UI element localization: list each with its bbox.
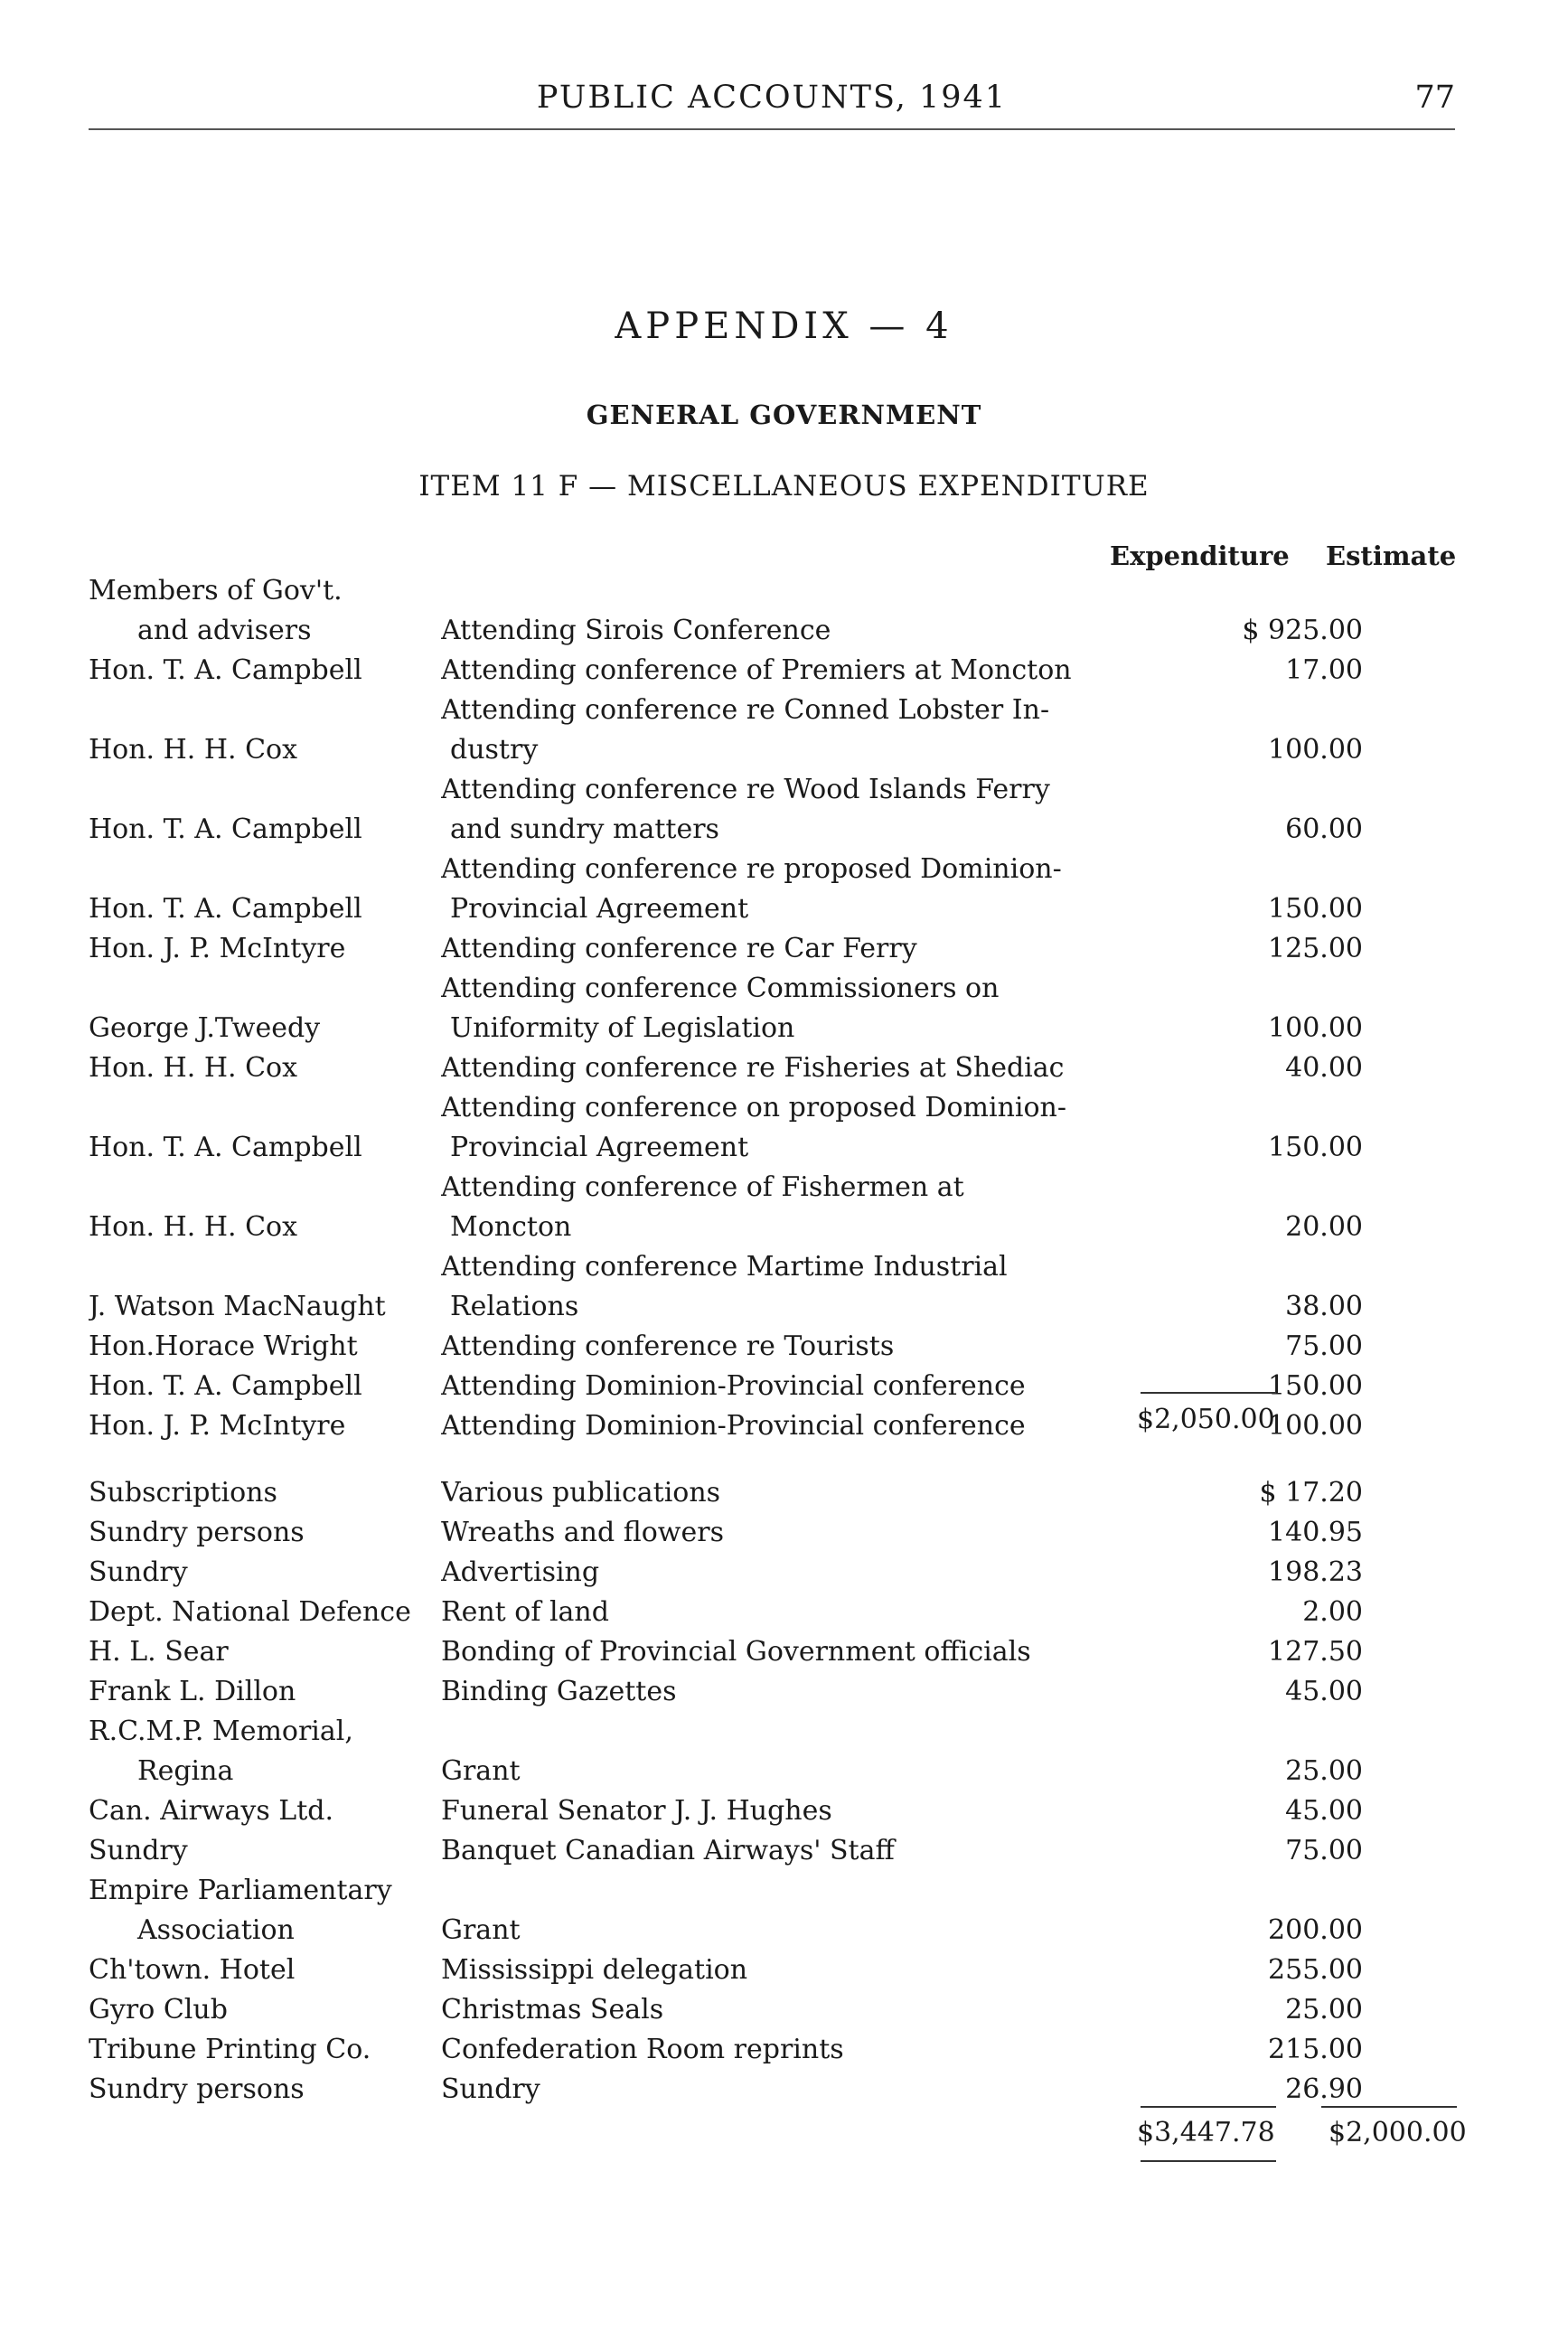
- purpose-text: Sundry: [441, 2073, 540, 2105]
- payee-text: Hon. T. A. Campbell: [89, 654, 362, 686]
- table-row: [89, 2070, 1480, 2110]
- payee-text: Association: [137, 1914, 295, 1946]
- purpose-text: Various publications: [441, 1477, 721, 1509]
- purpose-cell: [441, 1513, 1211, 1553]
- purpose-cell: [441, 1406, 1211, 1446]
- amount-cell: 100.00: [1268, 734, 1363, 766]
- amount-cell: 25.00: [1285, 1994, 1363, 2026]
- payee-text: Hon. H. H. Cox: [89, 1211, 298, 1243]
- table-row: [89, 1168, 1480, 1247]
- purpose-cell: [441, 1990, 1211, 2030]
- purpose-cell: [441, 1367, 1211, 1406]
- payee-cell: [89, 1128, 430, 1168]
- purpose-text: Wreaths and flowers: [441, 1517, 724, 1548]
- payee-cell: [89, 571, 430, 651]
- payee-cell: [89, 1287, 430, 1327]
- purpose-cell: [441, 1672, 1211, 1712]
- payee-text: R.C.M.P. Memorial,: [89, 1716, 353, 1747]
- purpose-cell: [441, 611, 1211, 651]
- item-title: ITEM 11 F — MISCELLANEOUS EXPENDITURE: [418, 470, 1150, 503]
- payee-text: Ch'town. Hotel: [89, 1954, 296, 1986]
- payee-text: Hon. H. H. Cox: [89, 734, 298, 766]
- payee-cell: [89, 730, 430, 770]
- column-header-expenditure: Expenditure: [1110, 540, 1290, 571]
- total-estimate: $2,000.00: [1329, 2117, 1467, 2148]
- purpose-cell: [441, 691, 1211, 770]
- table-row: [89, 1950, 1480, 1990]
- table-row: [89, 1513, 1480, 1553]
- purpose-text: Attending conference re proposed Dominion-: [441, 853, 1062, 885]
- table-row: [89, 1088, 1480, 1168]
- purpose-text: dustry: [450, 734, 539, 766]
- purpose-cell: [441, 2070, 1211, 2110]
- payee-text: Regina: [137, 1755, 234, 1787]
- payee-cell: [89, 929, 430, 969]
- payee-text: Frank L. Dillon: [89, 1676, 296, 1707]
- purpose-text: Bonding of Provincial Government officials: [441, 1636, 1031, 1668]
- amount-cell: 26.90: [1285, 2073, 1363, 2105]
- table-row: [89, 1672, 1480, 1712]
- amount-cell: 140.95: [1268, 1517, 1363, 1548]
- column-header-estimate: Estimate: [1326, 540, 1457, 571]
- amount-cell: 100.00: [1268, 1410, 1363, 1442]
- payee-text: Can. Airways Ltd.: [89, 1795, 333, 1827]
- purpose-cell: [441, 1950, 1211, 1990]
- table-row: [89, 850, 1480, 929]
- header-title: PUBLIC ACCOUNTS, 1941: [536, 80, 1008, 116]
- table-row: [89, 1632, 1480, 1672]
- purpose-cell: [441, 1327, 1211, 1367]
- purpose-cell: [441, 1752, 1211, 1791]
- amount-cell: 150.00: [1268, 893, 1363, 925]
- payee-text: Hon. T. A. Campbell: [89, 1370, 362, 1402]
- amount-cell: 20.00: [1285, 1211, 1363, 1243]
- amount-cell: 38.00: [1285, 1291, 1363, 1322]
- payee-text: Hon. T. A. Campbell: [89, 813, 362, 845]
- payee-cell: [89, 1632, 430, 1672]
- payee-cell: [89, 1553, 430, 1593]
- payee-cell: [89, 810, 430, 850]
- total-rule-bottom: [1141, 2160, 1276, 2162]
- payee-text: George J.Tweedy: [89, 1012, 321, 1044]
- purpose-text: Binding Gazettes: [441, 1676, 677, 1707]
- purpose-text: Attending conference re Tourists: [441, 1330, 895, 1362]
- table-row: [89, 1712, 1480, 1791]
- purpose-cell: [441, 1168, 1211, 1247]
- purpose-text: Attending conference on proposed Dominion-: [441, 1092, 1067, 1123]
- group1-total: $2,050.00: [1137, 1404, 1275, 1435]
- purpose-text: Moncton: [450, 1211, 572, 1243]
- amount-cell: 125.00: [1268, 933, 1363, 964]
- payee-text: Hon. T. A. Campbell: [89, 893, 362, 925]
- payee-cell: [89, 889, 430, 929]
- purpose-cell: [441, 1911, 1211, 1950]
- table-row: [89, 1593, 1480, 1632]
- amount-cell: 215.00: [1268, 2034, 1363, 2065]
- purpose-text: Attending conference Martime Industrial: [441, 1251, 1008, 1283]
- header-divider: [89, 128, 1455, 130]
- total-expenditure: $3,447.78: [1137, 2117, 1275, 2148]
- payee-cell: [89, 1473, 430, 1513]
- payee-cell: [89, 1831, 430, 1871]
- payee-text: Sundry: [89, 1835, 188, 1866]
- purpose-text: Confederation Room reprints: [441, 2034, 844, 2065]
- payee-text: Members of Gov't.: [89, 575, 343, 606]
- purpose-cell: [441, 1553, 1211, 1593]
- payee-text: Subscriptions: [89, 1477, 277, 1509]
- running-header: [89, 80, 1455, 116]
- purpose-cell: [441, 850, 1211, 929]
- section-title: GENERAL GOVERNMENT: [586, 400, 982, 430]
- payee-text: H. L. Sear: [89, 1636, 229, 1668]
- payee-cell: [89, 1208, 430, 1247]
- amount-cell: $ 17.20: [1259, 1477, 1363, 1509]
- payee-text: Hon. J. P. McIntyre: [89, 933, 346, 964]
- payee-text: J. Watson MacNaught: [89, 1291, 386, 1322]
- purpose-text: Attending conference of Premiers at Moncton: [441, 654, 1072, 686]
- amount-cell: 45.00: [1285, 1676, 1363, 1707]
- purpose-text: Attending conference re Fisheries at Shediac: [441, 1052, 1065, 1084]
- amount-cell: 2.00: [1302, 1596, 1363, 1628]
- purpose-cell: [441, 1473, 1211, 1513]
- purpose-cell: [441, 1831, 1211, 1871]
- table-row: [89, 1247, 1480, 1327]
- amount-cell: 255.00: [1268, 1954, 1363, 1986]
- table-row: [89, 651, 1480, 691]
- amount-cell: 75.00: [1285, 1330, 1363, 1362]
- amount-cell: 75.00: [1285, 1835, 1363, 1866]
- payee-text: Sundry persons: [89, 2073, 305, 2105]
- table-row: [89, 1990, 1480, 2030]
- purpose-cell: [441, 770, 1211, 850]
- purpose-text: Attending Dominion-Provincial conference: [441, 1370, 1026, 1402]
- purpose-cell: [441, 1048, 1211, 1088]
- table-row: [89, 929, 1480, 969]
- payee-text: Dept. National Defence: [89, 1596, 411, 1628]
- table-row: [89, 1791, 1480, 1831]
- total-rule-expenditure: [1141, 2106, 1276, 2108]
- table-row: [89, 1473, 1480, 1513]
- amount-cell: $ 925.00: [1242, 615, 1363, 646]
- payee-cell: [89, 1327, 430, 1367]
- payee-cell: [89, 1009, 430, 1048]
- payee-cell: [89, 1712, 430, 1791]
- table-row: [89, 770, 1480, 850]
- table-row: [89, 2030, 1480, 2070]
- purpose-text: Banquet Canadian Airways' Staff: [441, 1835, 895, 1866]
- payee-text: Tribune Printing Co.: [89, 2034, 371, 2065]
- amount-cell: 127.50: [1268, 1636, 1363, 1668]
- purpose-cell: [441, 651, 1211, 691]
- purpose-text: Uniformity of Legislation: [450, 1012, 795, 1044]
- purpose-text: Provincial Agreement: [450, 1132, 749, 1163]
- purpose-text: Attending conference of Fishermen at: [441, 1171, 964, 1203]
- payee-text: Gyro Club: [89, 1994, 228, 2026]
- purpose-text: Mississippi delegation: [441, 1954, 748, 1986]
- amount-cell: 150.00: [1268, 1370, 1363, 1402]
- purpose-text: Attending conference Commissioners on: [441, 973, 1000, 1004]
- payee-text: Hon. T. A. Campbell: [89, 1132, 362, 1163]
- amount-cell: 200.00: [1268, 1914, 1363, 1946]
- purpose-text: Relations: [450, 1291, 579, 1322]
- purpose-text: Provincial Agreement: [450, 893, 749, 925]
- amount-cell: 100.00: [1268, 1012, 1363, 1044]
- payee-cell: [89, 1990, 430, 2030]
- payee-text: Hon.Horace Wright: [89, 1330, 358, 1362]
- purpose-text: Rent of land: [441, 1596, 609, 1628]
- purpose-text: Attending Sirois Conference: [441, 615, 831, 646]
- payee-text: and advisers: [137, 615, 312, 646]
- table-row: [89, 1831, 1480, 1871]
- payee-cell: [89, 2030, 430, 2070]
- table-row: [89, 1871, 1480, 1950]
- purpose-text: Grant: [441, 1914, 521, 1946]
- payee-text: Sundry: [89, 1556, 188, 1588]
- appendix-title: APPENDIX — 4: [615, 306, 953, 347]
- purpose-text: Attending conference re Conned Lobster In-: [441, 694, 1050, 726]
- amount-cell: 25.00: [1285, 1755, 1363, 1787]
- purpose-text: Advertising: [441, 1556, 600, 1588]
- payee-cell: [89, 1048, 430, 1088]
- purpose-cell: [441, 1247, 1211, 1327]
- payee-cell: [89, 2070, 430, 2110]
- payee-cell: [89, 1367, 430, 1406]
- amount-cell: 45.00: [1285, 1795, 1363, 1827]
- amount-cell: 40.00: [1285, 1052, 1363, 1084]
- amount-cell: 198.23: [1268, 1556, 1363, 1588]
- purpose-cell: [441, 969, 1211, 1048]
- total-rule-estimate: [1321, 2106, 1457, 2108]
- payee-text: Sundry persons: [89, 1517, 305, 1548]
- payee-cell: [89, 1406, 430, 1446]
- payee-cell: [89, 1593, 430, 1632]
- table-row: [89, 571, 1480, 651]
- payee-text: Hon. J. P. McIntyre: [89, 1410, 346, 1442]
- amount-cell: 60.00: [1285, 813, 1363, 845]
- purpose-text: Attending conference re Wood Islands Ferry: [441, 774, 1050, 805]
- purpose-cell: [441, 1088, 1211, 1168]
- table-row: [89, 1553, 1480, 1593]
- amount-cell: 17.00: [1285, 654, 1363, 686]
- purpose-text: Grant: [441, 1755, 521, 1787]
- purpose-text: and sundry matters: [450, 813, 719, 845]
- purpose-cell: [441, 1632, 1211, 1672]
- payee-text: Empire Parliamentary: [89, 1875, 392, 1906]
- payee-cell: [89, 1871, 430, 1950]
- table-row: [89, 1367, 1480, 1406]
- table-row: [89, 1048, 1480, 1088]
- purpose-text: Attending Dominion-Provincial conference: [441, 1410, 1026, 1442]
- purpose-cell: [441, 1593, 1211, 1632]
- payee-cell: [89, 1672, 430, 1712]
- payee-cell: [89, 651, 430, 691]
- table-row: [89, 969, 1480, 1048]
- table-row: [89, 1327, 1480, 1367]
- purpose-text: Christmas Seals: [441, 1994, 664, 2026]
- purpose-cell: [441, 2030, 1211, 2070]
- amount-cell: 150.00: [1268, 1132, 1363, 1163]
- subtotal-rule-top: [1141, 1392, 1276, 1394]
- payee-text: Hon. H. H. Cox: [89, 1052, 298, 1084]
- payee-cell: [89, 1791, 430, 1831]
- purpose-cell: [441, 1791, 1211, 1831]
- payee-cell: [89, 1950, 430, 1990]
- purpose-text: Funeral Senator J. J. Hughes: [441, 1795, 832, 1827]
- payee-cell: [89, 1513, 430, 1553]
- table-row: [89, 691, 1480, 770]
- purpose-cell: [441, 929, 1211, 969]
- purpose-text: Attending conference re Car Ferry: [441, 933, 917, 964]
- page-number: 77: [1414, 80, 1455, 116]
